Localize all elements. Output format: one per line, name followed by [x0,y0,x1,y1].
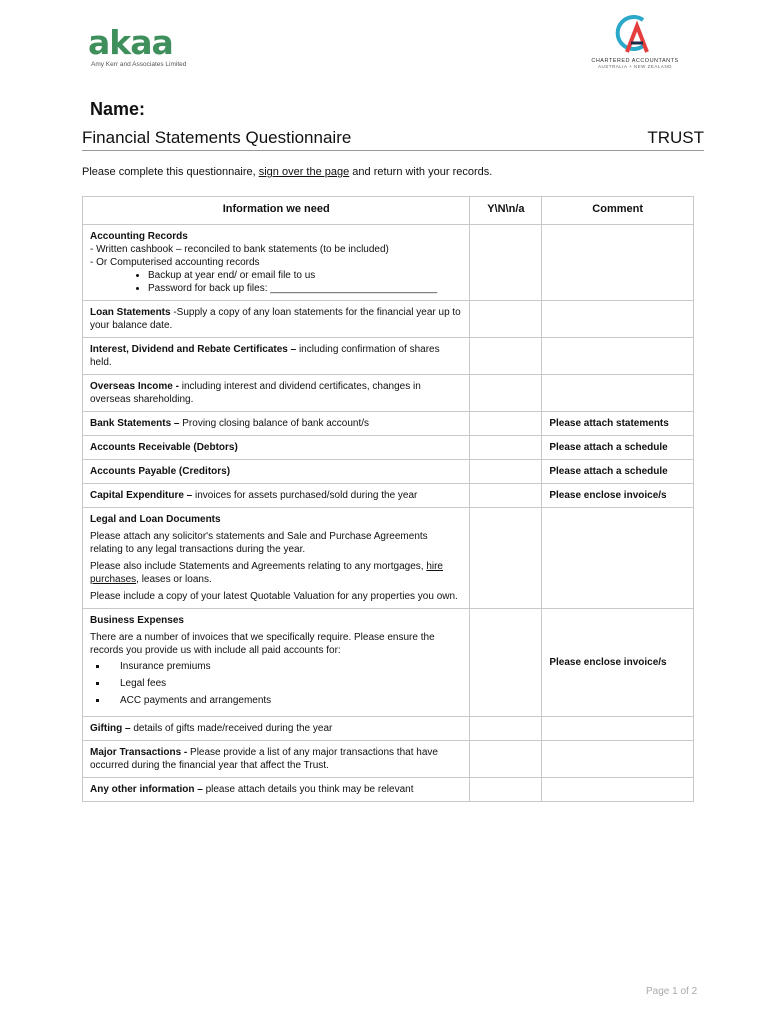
legal-para3: Please include a copy of your latest Quotable Valuation for any properties you own. [90,591,458,602]
row-text: details of gifts made/received during the year [130,723,333,734]
comment-cell[interactable] [542,301,694,338]
bank-cell [83,412,470,436]
intro-after: and return with your records. [349,166,493,178]
table-row [83,225,694,301]
akaa-logo [88,23,198,72]
comment-cell[interactable] [542,338,694,375]
comment-cell[interactable] [542,741,694,778]
ca-logo-line2: AUSTRALIA + NEW ZEALAND [598,64,672,69]
answer-cell[interactable] [470,508,542,609]
row-text: invoices for assets purchased/sold during the year [192,490,418,501]
row-text: Proving closing balance of bank account/s [179,418,370,429]
legal-para2 [90,560,462,586]
row-title: Legal and Loan Documents [90,514,221,525]
row-title: Interest, Dividend and Rebate Certificates – [90,344,297,355]
answer-cell[interactable] [470,609,542,717]
list-item: • Password for back up files: ______________________________ [148,282,462,295]
list-item: ▪ Insurance premiums [108,660,462,673]
entity-type: TRUST [647,128,704,147]
loan-statements-cell [83,301,470,338]
table-row [83,375,694,412]
intro-text [82,166,492,178]
comment-cell[interactable] [542,778,694,802]
list-item: • Backup at year end/ or email file to us [148,269,462,282]
row-title: Major Transactions - [90,747,188,758]
legal-para1: Please attach any solicitor's statements and Sale and Purchase Agreements relating to any legal transactions during the year. [90,531,428,555]
ca-emblem-icon [613,12,657,56]
row-text: including interest and dividend certificates, changes in overseas shareholding. [90,381,421,405]
accounting-bullets [90,269,462,295]
legal-para2b: , leases or loans. [136,574,212,585]
page-header [0,0,770,90]
answer-cell[interactable] [470,301,542,338]
overseas-cell [83,375,470,412]
business-list [90,660,462,707]
answer-cell[interactable] [470,338,542,375]
table-row [83,460,694,484]
header-comment: Comment [542,197,694,225]
major-cell [83,741,470,778]
row-title: Accounts Payable (Creditors) [90,466,231,477]
answer-cell[interactable] [470,412,542,436]
page-number: Page 1 of 2 [646,986,698,997]
table-header-row [83,197,694,225]
comment-cell: Please attach a schedule [542,436,694,460]
answer-cell[interactable] [470,225,542,301]
receivable-cell [83,436,470,460]
row-text: -Supply a copy of any loan statements for the financial year up to your balance date. [90,307,461,331]
row-title: Bank Statements – [90,418,180,429]
comment-cell[interactable] [542,225,694,301]
title-row [82,128,704,151]
other-cell [83,778,470,802]
interest-cell [83,338,470,375]
accounting-line2: - Or Computerised accounting records [90,257,260,268]
accounting-records-cell [83,225,470,301]
table-row [83,778,694,802]
row-text: including confirmation of shares held. [90,344,440,368]
comment-cell: Please enclose invoice/s [542,484,694,508]
row-text: Please provide a list of any major transactions that have occurred during the financial year that affect the Trust. [90,747,438,771]
chartered-accountants-logo [580,12,690,76]
header-ynna: Y\N\n/a [470,197,542,225]
legal-cell [83,508,470,609]
row-title: Loan Statements [90,307,171,318]
table-row [83,741,694,778]
table-row [83,508,694,609]
comment-cell[interactable] [542,717,694,741]
list-item: ▪ ACC payments and arrangements [108,694,462,707]
name-label: Name: [90,99,146,119]
answer-cell[interactable] [470,717,542,741]
comment-cell[interactable] [542,508,694,609]
answer-cell[interactable] [470,741,542,778]
comment-cell: Please enclose invoice/s [542,609,694,717]
logo-wordmark: akaa [88,23,173,62]
row-title: Capital Expenditure – [90,490,193,501]
intro-link: sign over the page [258,166,350,178]
row-title: Overseas Income - [90,381,179,392]
header-info: Information we need [83,197,470,225]
table-row [83,338,694,375]
answer-cell[interactable] [470,778,542,802]
capital-cell [83,484,470,508]
logo-tagline: Amy Kerr and Associates Limited [91,61,187,68]
table-row [83,609,694,717]
accounting-line1: - Written cashbook – reconciled to bank statements (to be included) [90,244,389,255]
row-title: Accounts Receivable (Debtors) [90,442,238,453]
list-item: ▪ Legal fees [108,677,462,690]
business-para: There are a number of invoices that we specifically require. Please ensure the records you provide us with include all paid accounts for: [90,632,435,656]
hire-purchases-link: hire purchases [90,561,443,585]
comment-cell: Please attach statements [542,412,694,436]
row-text: please attach details you think may be relevant [202,784,414,795]
table-row [83,484,694,508]
answer-cell[interactable] [470,436,542,460]
ca-logo-line1: CHARTERED ACCOUNTANTS [591,58,679,64]
table-row [83,717,694,741]
comment-cell: Please attach a schedule [542,460,694,484]
answer-cell[interactable] [470,484,542,508]
intro-before: Please complete this questionnaire, [82,166,259,178]
business-cell [83,609,470,717]
table-row [83,301,694,338]
answer-cell[interactable] [470,375,542,412]
accounting-records-title: Accounting Records [90,231,188,242]
payable-cell [83,460,470,484]
legal-para2a: Please also include Statements and Agreements relating to any mortgages, [90,561,427,572]
row-title: Business Expenses [90,615,184,626]
row-title: Any other information – [90,784,203,795]
comment-cell[interactable] [542,375,694,412]
row-title: Gifting – [90,723,131,734]
table-row [83,436,694,460]
questionnaire-table [82,196,694,802]
answer-cell[interactable] [470,460,542,484]
page-title: Financial Statements Questionnaire [82,128,352,147]
gifting-cell [83,717,470,741]
table-row [83,412,694,436]
